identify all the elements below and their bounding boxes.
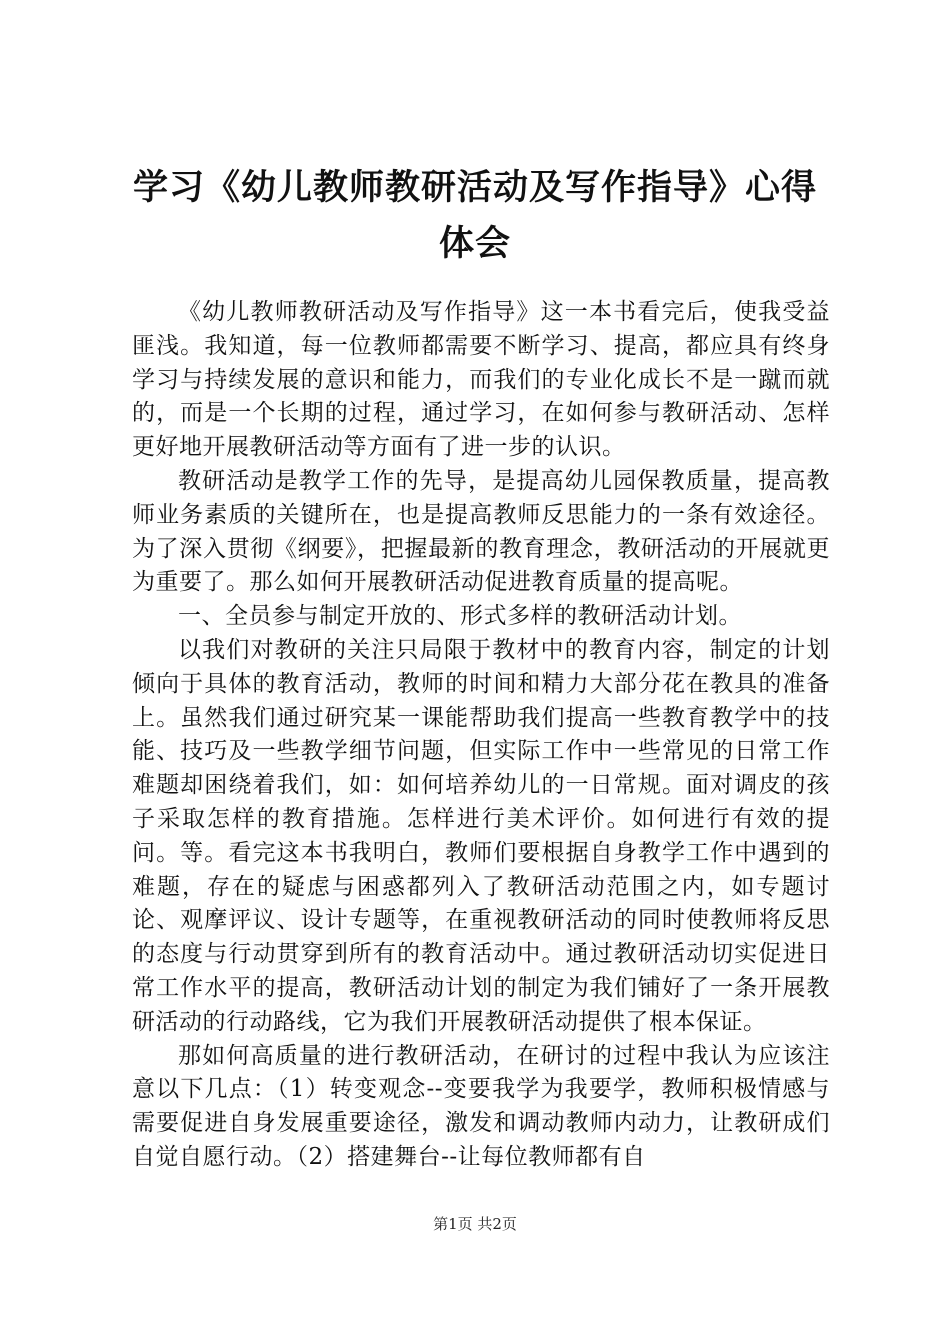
page-number-footer: 第1页 共2页 bbox=[433, 1215, 517, 1233]
section-heading-one: 一、全员参与制定开放的、形式多样的教研活动计划。 bbox=[178, 603, 742, 630]
document-title: 学习《幼儿教师教研活动及写作指导》心得体会 bbox=[132, 168, 817, 264]
paragraph-intro: 《幼儿教师教研活动及写作指导》这一本书看完后，使我受益匪浅。我知道，每一位教师都需要不断学习、提高，都应具有终身学习与持续发展的意识和能力，而我们的专业化成长不是一蹴而就的，而是一个长期的过程，通过学习，在如何参与教研活动、怎样更好地开展教研活动等方面有了进一步的认识。 bbox=[132, 299, 830, 461]
document-body bbox=[132, 296, 830, 1175]
paragraph-importance: 教研活动是教学工作的先导，是提高幼儿园保教质量，提高教师业务素质的关键所在，也是提高教师反思能力的一条有效途径。为了深入贯彻《纲要》，把握最新的教育理念，教研活动的开展就更为重要了。那么如何开展教研活动促进教育质量的提高呢。 bbox=[132, 467, 830, 596]
paragraph-quality: 那如何高质量的进行教研活动，在研讨的过程中我认为应该注意以下几点：（1）转变观念--变要我学为我要学，教师积极情感与需要促进自身发展重要途径，激发和调动教师内动力，让教研成们自觉自愿行动。（2）搭建舞台--让每位教师都有自 bbox=[132, 1042, 830, 1170]
paragraph-planning: 以我们对教研的关注只局限于教材中的教育内容，制定的计划倾向于具体的教育活动，教师的时间和精力大部分花在教具的准备上。虽然我们通过研究某一课能帮助我们提高一些教育教学中的技能、技巧及一些教学细节问题，但实际工作中一些常见的日常工作难题却困绕着我们，如：如何培养幼儿的一日常规。面对调皮的孩子采取怎样的教育措施。怎样进行美术评价。如何进行有效的提问。等。看完这本书我明白，教师们要根据自身教学工作中遇到的难题，存在的疑虑与困惑都列入了教研活动范围之内，如专题讨论、观摩评议、设计专题等，在重视教研活动的同时使教师将反思的态度与行动贯穿到所有的教育活动中。通过教研活动切实促进日常工作水平的提高，教研活动计划的制定为我们铺好了一条开展教研活动的行动路线，它为我们开展教研活动提供了根本保证。 bbox=[132, 636, 830, 1035]
